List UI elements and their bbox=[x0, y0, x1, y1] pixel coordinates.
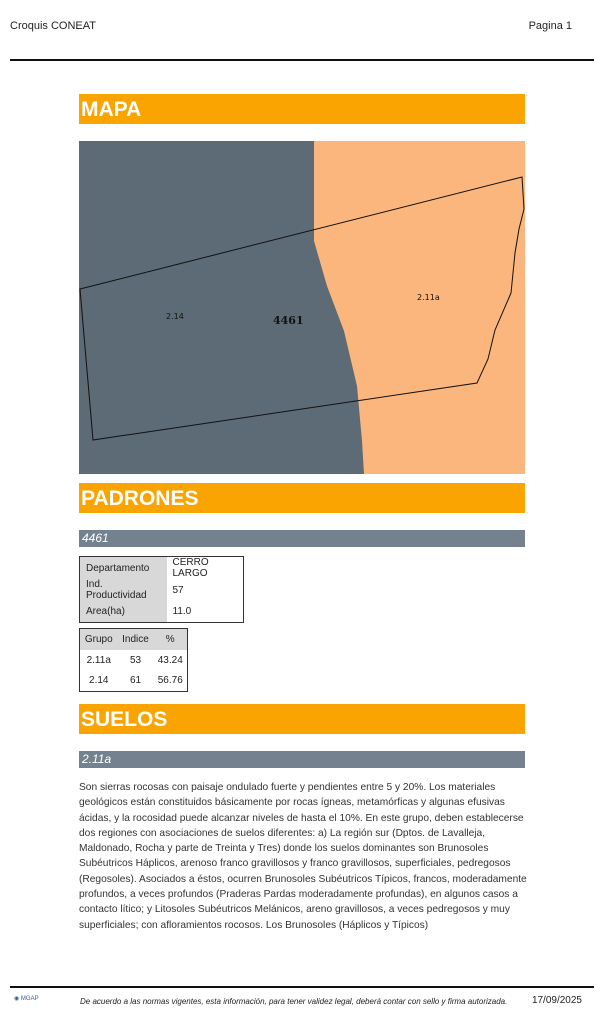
info-label: Ind. Productividad bbox=[80, 579, 167, 601]
padron-id-bar: 4461 bbox=[79, 530, 525, 547]
info-label: Departamento bbox=[80, 557, 167, 580]
footer-logo bbox=[14, 995, 39, 1002]
column-header-pct: % bbox=[154, 629, 188, 650]
map-label-2-11a: 2.11a bbox=[417, 293, 440, 302]
info-value: 11.0 bbox=[172, 605, 192, 617]
page-number: Pagina 1 bbox=[528, 20, 572, 32]
table-row bbox=[80, 579, 244, 601]
logo-text: MGAP bbox=[20, 996, 39, 1002]
document-title: Croquis CONEAT bbox=[10, 20, 96, 32]
map-label-2-14: 2.14 bbox=[166, 312, 184, 321]
info-value: 57 bbox=[172, 584, 184, 596]
cell-grupo: 2.11a bbox=[86, 654, 111, 666]
column-header-indice: Indice bbox=[118, 629, 154, 650]
soil-group-bar: 2.11a bbox=[79, 751, 525, 768]
info-value: CERRO LARGO bbox=[172, 557, 209, 579]
cell-indice: 61 bbox=[129, 675, 142, 687]
globe-icon: ◉ bbox=[14, 996, 20, 1002]
groups-table bbox=[79, 628, 188, 692]
padron-info-table bbox=[79, 556, 244, 623]
info-label: Area(ha) bbox=[80, 601, 167, 622]
cell-grupo: 2.14 bbox=[89, 675, 109, 687]
map-label-parcel: 4461 bbox=[273, 314, 304, 327]
print-date: 17/09/2025 bbox=[531, 995, 582, 1006]
column-header-grupo: Grupo bbox=[80, 629, 118, 650]
soil-description: Son sierras rocosas con paisaje ondulado fuerte y pendientes entre 5 y 20%. Los materiales geológicos están constituidos básicamente por rocas ígneas, metamórficas y algunas efusivas ácidas, y la rocosidad puede alcanzar niveles de hasta el 10%. En este grupo, deben establecerse dos regiones con asociaciones de suelos diferentes: a) La región sur (Dptos. de Lavalleja, Maldonado, Rocha y parte de Treinta y Tres) donde los suelos dominantes son Brunosoles Subéutricos Háplicos, arenoso franco gravillosos y franco gravillosos, superficiales, pedregosos (Regosoles). Asociados a éstos, ocurren Brunosoles Subéutricos Típicos, francos, moderadamente profundos, a veces profundos (Praderas Pardas moderadamente profundas), en algunos casos a contacto lítico; y Litosoles Subéutricos Melánicos, areno gravillosos, a veces pedregosos y muy superficiales; con afloramientos rocosos. Los Brunosoles (Háplicos y Típicos) bbox=[79, 782, 527, 931]
footer-divider bbox=[10, 986, 594, 988]
cell-pct: 43.24 bbox=[157, 654, 183, 666]
map-view[interactable] bbox=[79, 141, 525, 474]
map-canvas bbox=[79, 141, 525, 474]
section-title-mapa: MAPA bbox=[79, 94, 525, 124]
table-row bbox=[80, 601, 244, 622]
table-row bbox=[80, 557, 244, 580]
cell-indice: 53 bbox=[129, 654, 142, 666]
header-divider bbox=[10, 59, 594, 61]
table-row bbox=[80, 671, 188, 692]
legal-notice: De acuerdo a las normas vigentes, esta información, para tener validez legal, deberá contar con sello y firma autorizada. bbox=[80, 997, 508, 1006]
cell-pct: 56.76 bbox=[157, 675, 183, 687]
section-title-suelos: SUELOS bbox=[79, 704, 525, 734]
table-row bbox=[80, 650, 188, 671]
table-header-row bbox=[80, 629, 188, 650]
section-title-padrones: PADRONES bbox=[79, 483, 525, 513]
